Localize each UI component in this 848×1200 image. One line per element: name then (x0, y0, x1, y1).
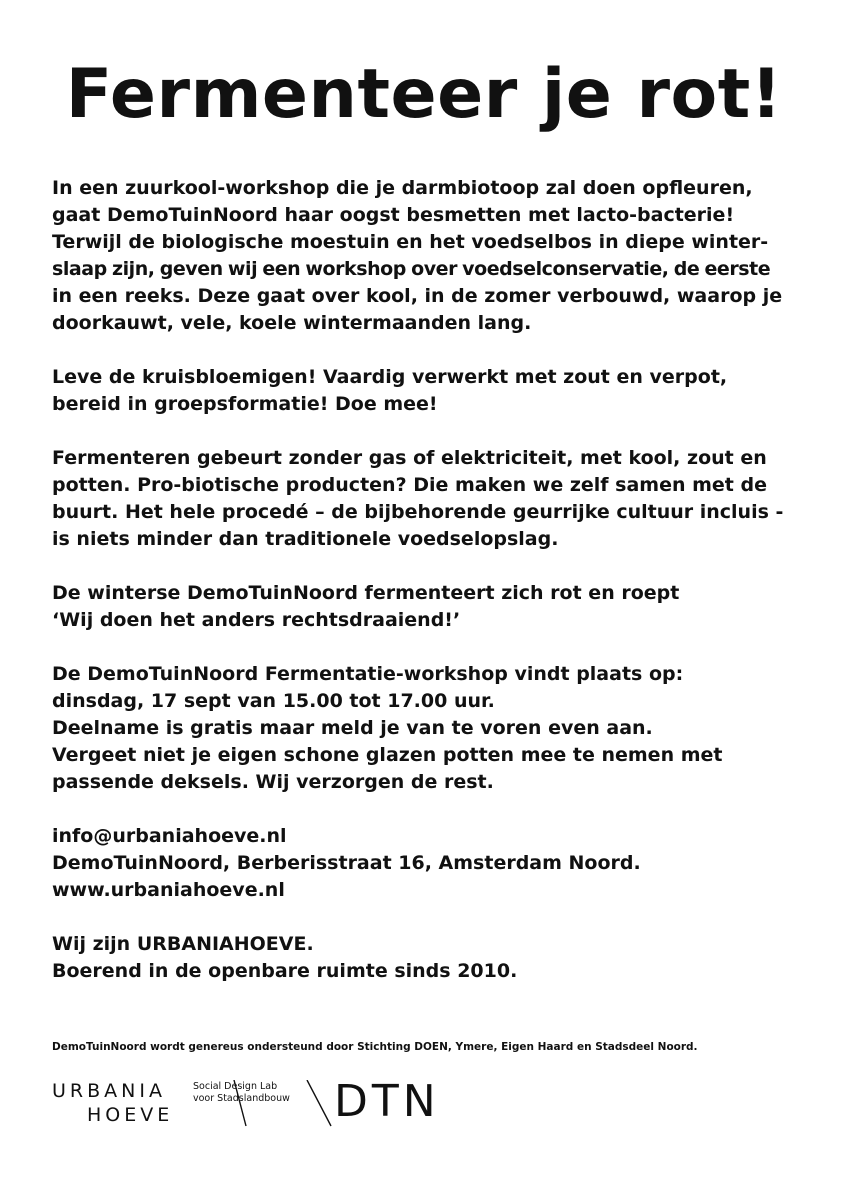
text-line: doorkauwt, vele, koele wintermaanden lang. (52, 312, 532, 334)
contact-address: DemoTuinNoord, Berberisstraat 16, Amsterdam Noord. (52, 852, 641, 874)
paragraph-cheer (52, 364, 812, 418)
paragraph-slogan (52, 580, 812, 634)
sponsor-note: DemoTuinNoord wordt genereus ondersteund door Stichting DOEN, Ymere, Eigen Haard en Stadsdeel Noord. (52, 1041, 698, 1053)
text-line: Leve de kruisbloemigen! Vaardig verwerkt met zout en verpot, (52, 366, 728, 388)
text-line: De DemoTuinNoord Fermentatie-workshop vindt plaats op: (52, 663, 684, 685)
text-line: potten. Pro-biotische producten? Die maken we zelf samen met de (52, 474, 767, 496)
page-title: Fermenteer je rot! (65, 55, 783, 134)
logo-bar (52, 1078, 472, 1130)
contact-website: www.urbaniahoeve.nl (52, 879, 285, 901)
text-line: bereid in groepsformatie! Doe mee! (52, 393, 438, 415)
text-line: buurt. Het hele procedé – de bijbehorende geurrijke cultuur incluis - (52, 501, 784, 523)
text-line: in een reeks. Deze gaat over kool, in de zomer verbouwd, waarop je (52, 285, 783, 307)
dtn-logo: DTN (334, 1076, 440, 1127)
text-line: slaap zijn, geven wij een workshop over voedselconservatie, de eerste (52, 258, 771, 280)
text-line: ‘Wij doen het anders rechtsdraaiend!’ (52, 609, 461, 631)
text-line: gaat DemoTuinNoord haar oogst besmetten met lacto-bacterie! (52, 204, 735, 226)
text-line: Deelname is gratis maar meld je van te voren even aan. (52, 717, 653, 739)
paragraph-event-details (52, 661, 812, 796)
text-line: Wij zijn URBANIAHOEVE. (52, 933, 314, 955)
text-line: Fermenteren gebeurt zonder gas of elektriciteit, met kool, zout en (52, 447, 767, 469)
slash-divider-icon (304, 1080, 334, 1128)
text-line: Boerend in de openbare ruimte sinds 2010. (52, 960, 518, 982)
lab-line-1: Social Design Lab (193, 1081, 278, 1092)
text-line: passende deksels. Wij verzorgen de rest. (52, 771, 494, 793)
paragraph-closing (52, 931, 812, 985)
paragraph-intro (52, 175, 812, 337)
text-line: Vergeet niet je eigen schone glazen potten mee te nemen met (52, 744, 723, 766)
text-line: is niets minder dan traditionele voedselopslag. (52, 528, 559, 550)
text-line: De winterse DemoTuinNoord fermenteert zich rot en roept (52, 582, 680, 604)
logo-hoeve-text: HOEVE (87, 1104, 174, 1126)
body-text (52, 175, 812, 1012)
text-line: Terwijl de biologische moestuin en het voedselbos in diepe winter- (52, 231, 769, 253)
text-line: In een zuurkool-workshop die je darmbiotoop zal doen opfleuren, (52, 177, 753, 199)
paragraph-fermentation (52, 445, 812, 553)
contact-email: info@urbaniahoeve.nl (52, 825, 287, 847)
text-line: dinsdag, 17 sept van 15.00 tot 17.00 uur. (52, 690, 495, 712)
logo-urbania-text: URBANIA (52, 1080, 166, 1102)
paragraph-contact (52, 823, 812, 904)
lab-line-2: voor Stadslandbouw (193, 1093, 290, 1104)
